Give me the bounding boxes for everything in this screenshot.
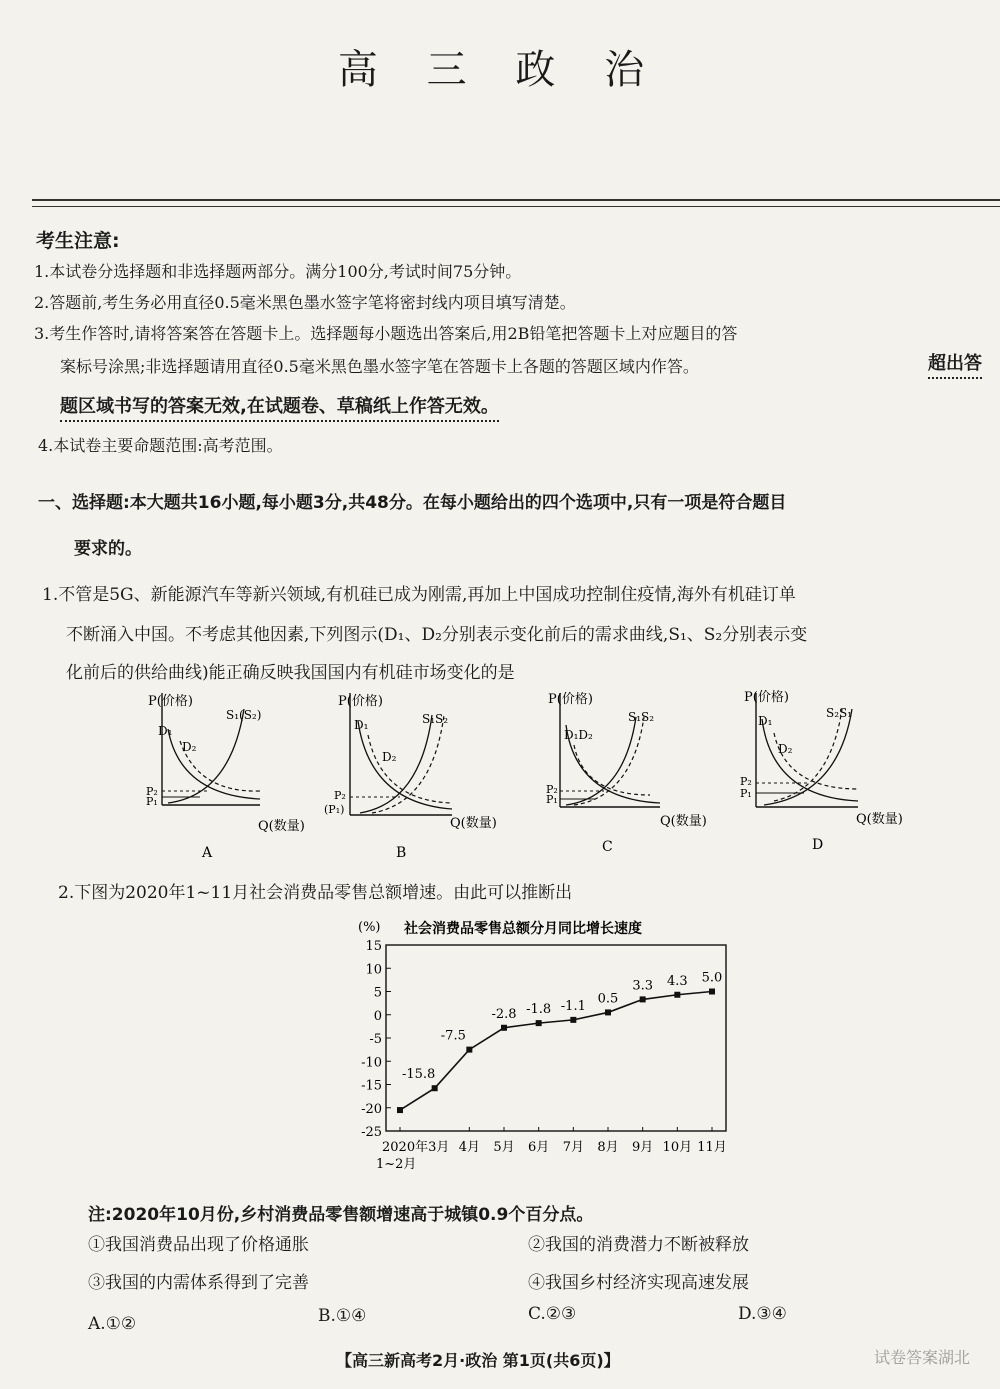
notice-item-4: 4.本试卷主要命题范围:高考范围。 [38,436,283,455]
watermark-text: 试卷答案湖北 [874,1348,971,1367]
q2-choice-a: A.①② [88,1314,137,1334]
chart-data-label: -15.8 [401,1067,436,1083]
chart-y-tick-label: -10 [361,1055,382,1071]
q2-statement-2: ②我国的消费潜力不断被释放 [528,1235,749,1255]
chart-x-tick-label: 4月 [458,1140,480,1155]
graph-a-d1-label: D₁ [158,724,173,738]
graph-a-xlabel: Q(数量) [258,819,305,834]
chart-data-label: 4.3 [666,973,688,989]
chart-x-sub-label: 1~2月 [376,1157,417,1172]
chart-y-tick-label: 10 [365,962,382,978]
chart-data-label: 0.5 [597,991,619,1007]
notice-item-3: 3.考生作答时,请将答案答在答题卡上。选择题每小题选出答案后,用2B铅笔把答题卡上对应题目的答 [34,324,738,343]
graph-d-p1: P₁ [740,787,752,800]
chart-point [605,1009,611,1015]
graph-a-letter: A [202,845,213,860]
q1-line-3: 化前后的供给曲线)能正确反映我国国内有机硅市场变化的是 [66,663,515,683]
graph-c-p1: P₁ [546,793,558,806]
graph-b-d1-label: D₁ [354,718,369,732]
chart-point [640,996,646,1002]
graph-c-d-label: D₁D₂ [564,728,593,742]
graph-b-supply-label: S₁S₂ [422,712,449,726]
chart-ylabel: (%) [358,920,381,935]
chart-y-tick-label: -5 [369,1032,382,1047]
notice-emphasis-a: 超出答 [928,349,982,379]
graph-d-d2-label: D₂ [778,742,793,756]
chart-x-tick-label: 9月 [632,1140,654,1155]
graph-d [740,689,903,853]
graph-d-supply-label: S₂S₁ [826,706,853,720]
graph-d-ylabel: P(价格) [744,690,789,705]
chart-point [709,989,715,995]
graph-d-p2: P₂ [740,775,752,788]
chart-y-tick-label: -15 [361,1078,382,1094]
graph-a [146,693,305,860]
graph-b [324,693,497,860]
graph-b-p1: (P₁) [324,803,345,816]
q2-note-text: 注:2020年10月份,乡村消费品零售额增速高于城镇0.9个百分点。 [88,1205,594,1225]
chart-x-tick-label: 5月 [493,1140,515,1155]
graph-c-letter: C [602,839,613,855]
notice-item-1: 1.本试卷分选择题和非选择题两部分。满分100分,考试时间75分钟。 [34,262,522,281]
q2-statement-3: ③我国的内需体系得到了完善 [88,1273,309,1293]
graph-a-ylabel: P(价格) [148,694,193,709]
chart-data-label: -1.1 [560,998,586,1014]
supply-demand-graphs [120,685,940,860]
graph-d-xlabel: Q(数量) [856,812,903,827]
graph-b-letter: B [396,845,407,860]
graph-a-supply-label: S₁(S₂) [226,708,262,722]
graph-c-p2: P₂ [546,783,558,796]
chart-x-tick-label: 6月 [528,1140,550,1155]
chart-data-label: -1.8 [526,1002,552,1018]
chart-point [466,1047,472,1053]
chart-series-line [400,992,712,1111]
chart-point [674,992,680,998]
section-heading-cont: 要求的。 [74,539,142,559]
retail-sales-chart [340,905,760,1175]
chart-data-label: 3.3 [632,978,654,994]
notice-emphasis-b: 题区域书写的答案无效,在试题卷、草稿纸上作答无效。 [60,392,499,422]
chart-y-tick-label: 5 [373,985,382,1001]
notice-heading: 考生注意: [36,230,120,252]
notice-item-2: 2.答题前,考生务必用直径0.5毫米黑色墨水签字笔将密封线内项目填写清楚。 [34,293,576,312]
graph-b-d2-label: D₂ [382,750,397,764]
graph-c-ylabel: P(价格) [548,692,593,707]
page-title: 高 三 政 治 [337,47,663,93]
chart-title: 社会消费品零售总额分月同比增长速度 [404,921,642,937]
chart-data-label: 5.0 [701,970,723,986]
chart-x-tick-label: 11月 [697,1140,727,1155]
chart-point [536,1020,542,1026]
top-rule-thin [32,206,1000,207]
chart-point [432,1085,438,1091]
q2-stem: 2.下图为2020年1~11月社会消费品零售总额增速。由此可以推断出 [58,883,573,903]
chart-point [570,1017,576,1023]
q1-line-2: 不断涌入中国。不考虑其他因素,下列图示(D₁、D₂分别表示变化前后的需求曲线,S₁、S₂分别表示变 [66,625,808,645]
chart-x-tick-label: 2020年3月 [382,1140,450,1155]
chart-x-tick-label: 7月 [562,1140,584,1155]
q2-choice-b: B.①④ [318,1306,367,1326]
graph-d-letter: D [812,837,824,853]
chart-data-label: -7.5 [440,1028,466,1044]
graph-a-p2: P₂ [146,785,158,798]
page-footer: 【高三新高考2月·政治 第1页(共6页)】 [336,1351,620,1370]
chart-point [501,1025,507,1031]
graph-a-supply [168,709,244,803]
graph-c-xlabel: Q(数量) [660,814,707,829]
chart-y-tick-label: -20 [361,1101,382,1117]
q1-line-1: 1.不管是5G、新能源汽车等新兴领域,有机硅已成为刚需,再加上中国成功控制住疫情,海外有机硅订单 [42,585,796,605]
q2-note [88,1200,593,1225]
chart-y-tick-label: -25 [361,1125,382,1140]
notice-item-3-cont: 案标号涂黑;非选择题请用直径0.5毫米黑色墨水签字笔在答题卡上各题的答题区域内作答。 [60,357,699,376]
chart-y-tick-label: 15 [365,939,382,954]
q2-choice-d: D.③④ [738,1304,787,1324]
chart-y-tick-label: 0 [373,1008,382,1024]
graph-a-p1: P₁ [146,795,158,808]
graph-b-xlabel: Q(数量) [450,816,497,831]
chart-x-tick-label: 8月 [597,1140,619,1155]
graph-a-d2-label: D₂ [182,740,197,754]
top-rule [32,199,1000,201]
q2-statement-4: ④我国乡村经济实现高速发展 [528,1273,749,1293]
graph-b-p2: P₂ [334,789,346,802]
chart-point [397,1107,403,1113]
chart-data-label: -2.8 [491,1006,517,1022]
q2-choice-c: C.②③ [528,1304,577,1324]
graph-c [546,691,707,855]
chart-x-tick-label: 10月 [662,1140,693,1155]
graph-b-ylabel: P(价格) [338,694,383,709]
q2-statement-1: ①我国消费品出现了价格通胀 [88,1235,309,1255]
graph-c-supply-label: S₁S₂ [628,710,655,724]
section-heading: 一、选择题:本大题共16小题,每小题3分,共48分。在每小题给出的四个选项中,只有一项是符合题目 [38,493,787,513]
graph-d-d1-label: D₁ [758,714,773,728]
